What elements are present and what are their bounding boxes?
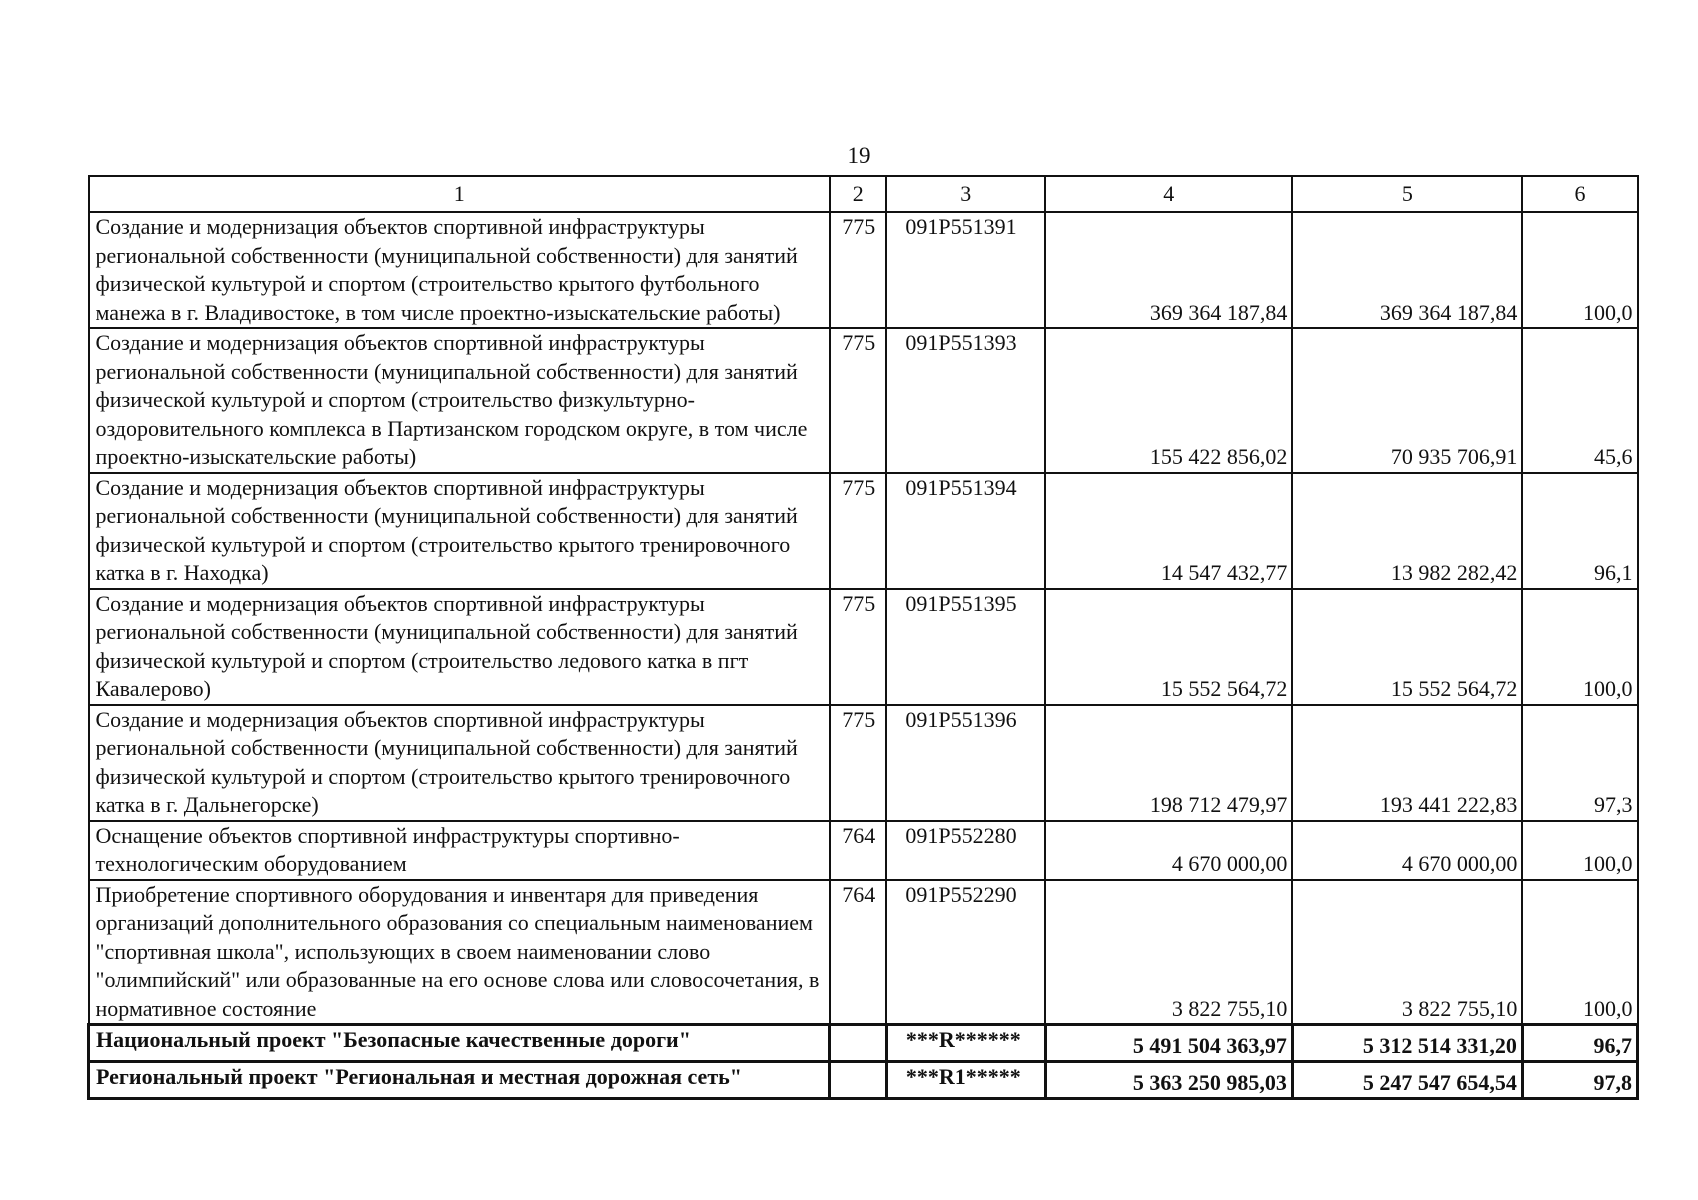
- row-col4: 5 363 250 985,03: [1045, 1062, 1292, 1099]
- row-col6: 100,0: [1522, 589, 1637, 705]
- national-project-row: [89, 1025, 1638, 1062]
- table-row: [89, 821, 1638, 880]
- row-col3: ***R******: [886, 1025, 1045, 1062]
- header-row: [89, 176, 1638, 212]
- row-col5: 369 364 187,84: [1292, 212, 1522, 328]
- row-col5: 4 670 000,00: [1292, 821, 1522, 880]
- row-col2: 775: [830, 589, 886, 705]
- row-name: Создание и модернизация объектов спортивной инфраструктуры региональной собственности (муниципальной собственности) для занятий физической культурой и спортом (строительство физкультурно-оздоровительного комплекса в Партизанском городском округе, в том числе проектно-изыскательские работы): [89, 328, 830, 473]
- header-cell-2: 2: [830, 176, 886, 212]
- page-number: 19: [847, 143, 871, 168]
- header-cell-1: 1: [89, 176, 830, 212]
- header-cell-4: 4: [1045, 176, 1292, 212]
- row-col4: 3 822 755,10: [1045, 880, 1292, 1025]
- row-name: Национальный проект "Безопасные качественные дороги": [89, 1025, 830, 1062]
- row-col2: 775: [830, 328, 886, 473]
- row-col3: ***R1*****: [886, 1062, 1045, 1099]
- row-name: Оснащение объектов спортивной инфраструктуры спортивно-технологическим оборудованием: [89, 821, 830, 880]
- regional-project-row: [89, 1062, 1638, 1099]
- header-cell-6: 6: [1522, 176, 1637, 212]
- row-col4: 369 364 187,84: [1045, 212, 1292, 328]
- row-col3: 091P551393: [886, 328, 1045, 473]
- row-col6: 100,0: [1522, 880, 1637, 1025]
- row-col2: 775: [830, 705, 886, 821]
- row-name: Создание и модернизация объектов спортивной инфраструктуры региональной собственности (муниципальной собственности) для занятий физической культурой и спортом (строительство крытого тренировочного катка в г. Дальнегорске): [89, 705, 830, 821]
- table-row: [89, 589, 1638, 705]
- row-col5: 3 822 755,10: [1292, 880, 1522, 1025]
- header-cell-5: 5: [1292, 176, 1522, 212]
- row-col6: 97,8: [1522, 1062, 1637, 1099]
- row-col6: 97,3: [1522, 705, 1637, 821]
- row-col5: 15 552 564,72: [1292, 589, 1522, 705]
- row-col5: 193 441 222,83: [1292, 705, 1522, 821]
- row-col4: 14 547 432,77: [1045, 473, 1292, 589]
- row-col5: 5 247 547 654,54: [1292, 1062, 1522, 1099]
- row-name: Создание и модернизация объектов спортивной инфраструктуры региональной собственности (муниципальной собственности) для занятий физической культурой и спортом (строительство крытого тренировочного катка в г. Находка): [89, 473, 830, 589]
- row-col2: [830, 1062, 886, 1099]
- row-name: Приобретение спортивного оборудования и инвентаря для приведения организаций дополнительного образования со специальным наименованием "спортивная школа", использующих в своем наименовании слово "олимпийский" или образованные на его основе слова или словосочетания, в нормативное состояние: [89, 880, 830, 1025]
- row-col4: 5 491 504 363,97: [1045, 1025, 1292, 1062]
- table-row: [89, 705, 1638, 821]
- row-col2: [830, 1025, 886, 1062]
- row-col2: 764: [830, 821, 886, 880]
- table-row: [89, 880, 1638, 1025]
- row-col2: 775: [830, 473, 886, 589]
- row-name: Создание и модернизация объектов спортивной инфраструктуры региональной собственности (муниципальной собственности) для занятий физической культурой и спортом (строительство ледового катка в пгт Кавалерово): [89, 589, 830, 705]
- row-col3: 091P552290: [886, 880, 1045, 1025]
- row-col6: 96,1: [1522, 473, 1637, 589]
- row-name: Создание и модернизация объектов спортивной инфраструктуры региональной собственности (муниципальной собственности) для занятий физической культурой и спортом (строительство крытого футбольного манежа в г. Владивостоке, в том числе проектно-изыскательские работы): [89, 212, 830, 328]
- row-col2: 775: [830, 212, 886, 328]
- row-col6: 100,0: [1522, 212, 1637, 328]
- table-row: [89, 212, 1638, 328]
- row-col4: 155 422 856,02: [1045, 328, 1292, 473]
- row-col5: 13 982 282,42: [1292, 473, 1522, 589]
- row-col6: 100,0: [1522, 821, 1637, 880]
- budget-table: [87, 175, 1639, 1100]
- row-col3: 091P551395: [886, 589, 1045, 705]
- header-cell-3: 3: [886, 176, 1045, 212]
- row-col6: 45,6: [1522, 328, 1637, 473]
- table-row: [89, 473, 1638, 589]
- row-col5: 70 935 706,91: [1292, 328, 1522, 473]
- row-col5: 5 312 514 331,20: [1292, 1025, 1522, 1062]
- row-col3: 091P551391: [886, 212, 1045, 328]
- table-row: [89, 328, 1638, 473]
- row-col6: 96,7: [1522, 1025, 1637, 1062]
- row-name: Региональный проект "Региональная и местная дорожная сеть": [89, 1062, 830, 1099]
- row-col3: 091P551394: [886, 473, 1045, 589]
- row-col3: 091P552280: [886, 821, 1045, 880]
- row-col4: 198 712 479,97: [1045, 705, 1292, 821]
- row-col4: 15 552 564,72: [1045, 589, 1292, 705]
- row-col4: 4 670 000,00: [1045, 821, 1292, 880]
- row-col3: 091P551396: [886, 705, 1045, 821]
- row-col2: 764: [830, 880, 886, 1025]
